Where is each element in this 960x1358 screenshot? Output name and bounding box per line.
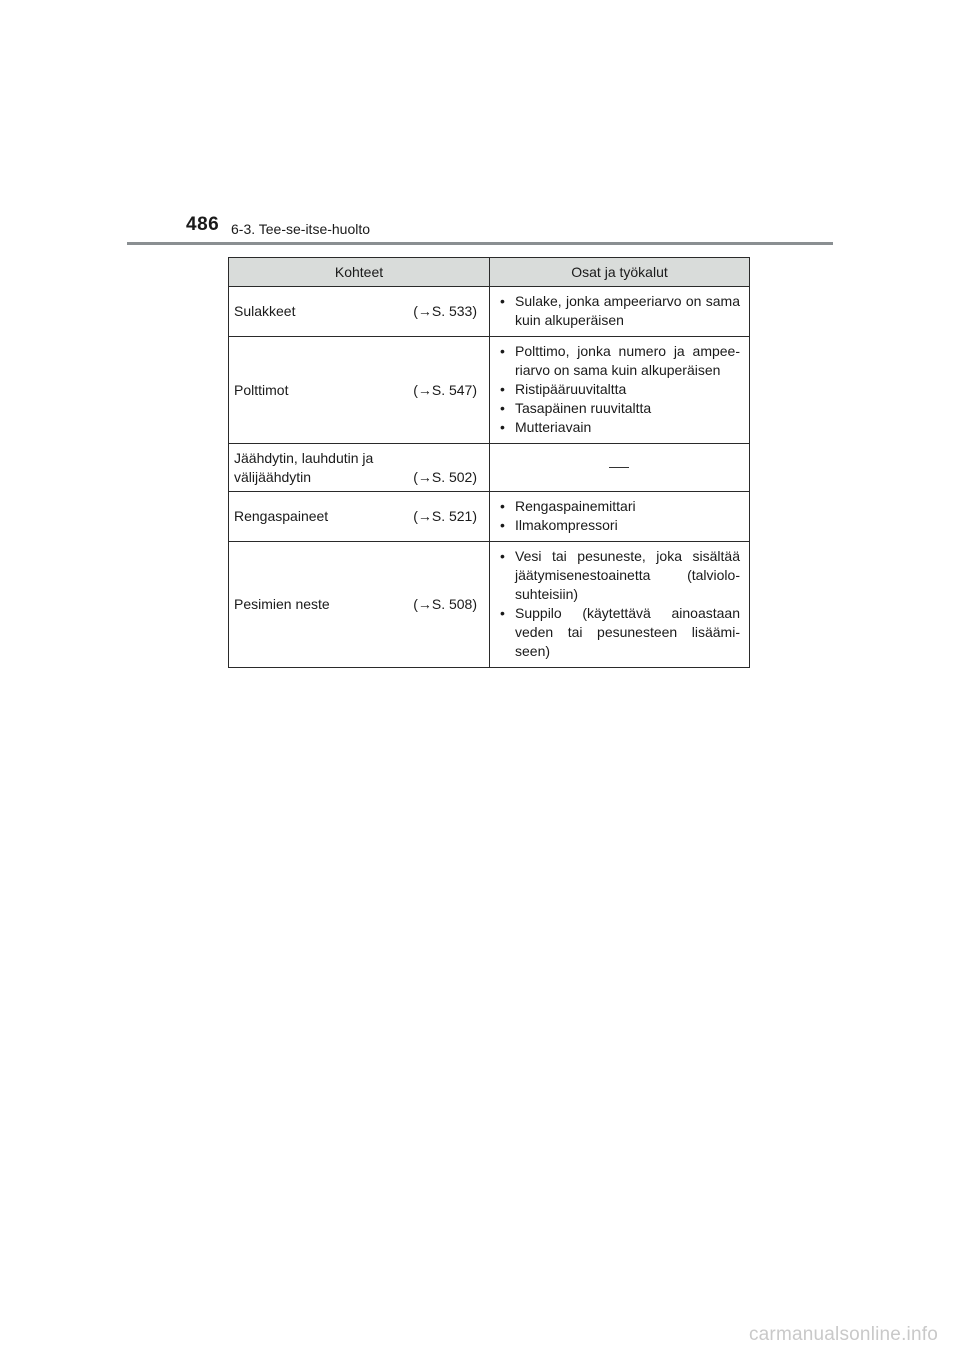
- tools-cell: [490, 337, 750, 444]
- table-row: [229, 492, 750, 542]
- table-row: [229, 444, 750, 492]
- item-name-line: välijäähdytin: [234, 468, 312, 485]
- page-number: 486: [186, 214, 220, 235]
- item-cell: [229, 337, 490, 444]
- tools-cell: [490, 492, 750, 542]
- page-reference-link[interactable]: (→S. 547): [413, 381, 477, 398]
- table-row: [229, 287, 750, 337]
- page-reference-link[interactable]: (→S. 502): [413, 468, 477, 485]
- header-divider: [127, 242, 833, 245]
- list-item: • Tasapäinen ruuvitaltta: [498, 399, 740, 418]
- list-item: • Sulake, jonka ampeeriarvo on sama kuin alkuperäisen: [498, 292, 740, 330]
- list-item: • Suppilo (käytettävä ainoastaan veden tai pesunesteen lisäämi-seen): [498, 604, 740, 661]
- section-title: 6-3. Tee-se-itse-huolto: [231, 221, 371, 237]
- table-row: [229, 542, 750, 668]
- table-row: [229, 337, 750, 444]
- item-cell: [229, 492, 490, 542]
- list-item: • Ristipääruuvitaltta: [498, 380, 740, 399]
- table-header-row: [229, 258, 750, 287]
- item-cell: [229, 444, 490, 492]
- item-cell: [229, 287, 490, 337]
- watermark: carmanualsonline.info: [748, 1324, 938, 1345]
- tools-cell: [490, 287, 750, 337]
- item-name: Pesimien neste: [234, 596, 330, 612]
- column-header-tools: Osat ja työkalut: [490, 258, 750, 287]
- column-header-items: Kohteet: [229, 258, 490, 287]
- item-name: Rengaspaineet: [234, 508, 329, 524]
- item-name: Sulakkeet: [234, 303, 296, 319]
- parts-table: [228, 257, 750, 668]
- list-item: • Mutteriavain: [498, 418, 740, 437]
- list-item: • Vesi tai pesuneste, joka sisältää jäätymisenestoainetta (talviolo-suhteisiin): [498, 547, 740, 604]
- list-item: • Polttimo, jonka numero ja ampee-riarvo on sama kuin alkuperäisen: [498, 342, 740, 380]
- item-name-line: Jäähdytin, lauhdutin ja: [234, 449, 374, 466]
- tools-cell: [490, 542, 750, 668]
- page-reference-link[interactable]: (→S. 508): [413, 596, 477, 612]
- list-item: • Rengaspainemittari: [498, 497, 740, 516]
- item-cell: [229, 542, 490, 668]
- page-reference-link[interactable]: (→S. 533): [413, 303, 477, 319]
- list-item: • Ilmakompressori: [498, 516, 740, 535]
- empty-dash: [609, 467, 629, 468]
- item-name: Polttimot: [234, 381, 289, 398]
- page-reference-link[interactable]: (→S. 521): [413, 508, 477, 524]
- tools-cell-empty: [490, 444, 750, 492]
